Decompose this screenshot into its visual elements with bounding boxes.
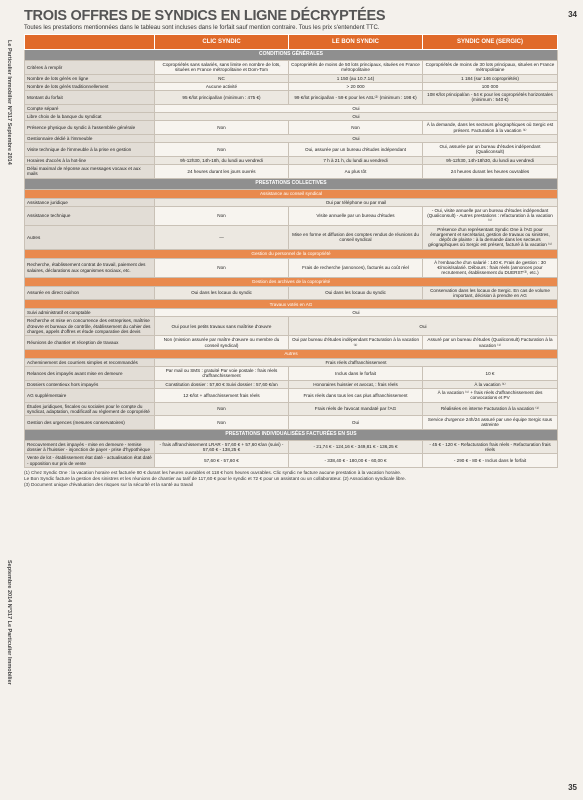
value-cell-all: Frais réels d'affranchissement — [155, 358, 558, 366]
value-cell-all: Oui par téléphone ou par mail — [155, 198, 558, 206]
value-cell: Copropriétés sans salariés, sans limite en nombre de lots, situées en France métropolitaine et Dom-Tom — [155, 61, 289, 75]
table-row — [25, 440, 558, 454]
table-row — [25, 380, 558, 388]
value-cell: Oui — [289, 416, 423, 430]
criterion-cell: Études juridiques, fiscales ou sociales pour le compte du syndicat, adaptation, modificatif au règlement de copropriété — [25, 402, 155, 416]
criterion-cell: Recouvrement des impayés - mise en demeure - remise dossier à l'huissier - injonction de payer - prise d'hypothèque — [25, 440, 155, 454]
value-cell: Non — [155, 416, 289, 430]
table-row — [25, 416, 558, 430]
value-cell: - Oui, visite annuelle par un bureau d'études indépendant (Qualiconsult) - Autres prestations : refacturation à la vacation ⁽¹⁾ — [423, 206, 558, 225]
subsection-header-row — [25, 249, 558, 258]
value-cell: Oui dans les locaux du syndic — [289, 286, 423, 300]
table-row — [25, 61, 558, 75]
value-cell: Frais de recherche (annonces), facturés au coût réel — [289, 258, 423, 277]
table-row — [25, 336, 558, 350]
value-cell: Inclus dans le forfait — [289, 367, 423, 381]
value-cell: 10 € — [423, 367, 558, 381]
value-cell: Non (mission assurée par maître d'œuvre ou membre du conseil syndical) — [155, 336, 289, 350]
footnote: Le Bon Syndic facture la gestion des sinistres et les réunions de chantier au tarif de 117,60 € pour le syndic et 72 € pour un assistant ou un collaborateur. (2) Association syndicale libre. — [24, 475, 406, 481]
criterion-cell: Assistance juridique — [25, 198, 155, 206]
table-row — [25, 74, 558, 82]
subsection-header: Gestion du personnel de la copropriété — [25, 249, 558, 258]
value-cell: Copropriétés de moins de 50 lots principaux, situées en France métropolitaine — [289, 61, 423, 75]
value-cell: Frais réels de l'avocat mandaté par l'AG — [289, 402, 423, 416]
page-number-bottom: 35 — [568, 783, 577, 792]
criterion-cell: Nombre de lots gérés en ligne — [25, 74, 155, 82]
value-cell: Non — [155, 206, 289, 225]
value-cell: 1 184 (sur 146 copropriétés) — [423, 74, 558, 82]
criterion-cell: Gestion des urgences (mesures conservatoires) — [25, 416, 155, 430]
value-cell-all: Oui — [155, 112, 558, 120]
section-header-row — [25, 178, 558, 189]
value-cell-all: Oui — [155, 104, 558, 112]
value-cell: Frais réels dans tous les cas plus affranchissement — [289, 388, 423, 402]
table-row — [25, 309, 558, 317]
comparison-table — [24, 34, 558, 468]
criterion-cell: Montant du forfait — [25, 91, 155, 105]
value-cell: Copropriétés de moins de 30 lots principaux, situées en France métropolitaine — [423, 61, 558, 75]
value-cell: - 290 € - 80 € - Inclus dans le forfait — [423, 454, 558, 468]
value-cell: Aucune activité — [155, 82, 289, 90]
header-col-clic-syndic: CLIC SYNDIC — [155, 35, 289, 50]
header-col-le-bon-syndic: LE BON SYNDIC — [289, 35, 423, 50]
footnote: (3) Document unique d'évaluation des risques sur la sécurité et la santé au travail — [24, 482, 193, 487]
value-cell: 9h-12h30, 14h-18h30, du lundi au vendredi — [423, 156, 558, 164]
value-cell: Visite annuelle par un bureau d'études — [289, 206, 423, 225]
value-cell: - frais affranchissement LRAR - 57,60 € + 57,60 €/an (suivi) - 57,60 € - 138,25 € — [155, 440, 289, 454]
value-cell: - 338,40 € - 180,00 € - 60,00 € — [289, 454, 423, 468]
criterion-cell: Délai maximal de réponse aux messages vocaux et aux mails — [25, 164, 155, 178]
value-cell: Service d'urgence 24h/24 assuré par une équipe Sergic sous astreinte — [423, 416, 558, 430]
criterion-cell: Recherche et mise en concurrence des entreprises, maîtrise d'œuvre et bureaux de contrôle, établissement du cahier des charges, appels d'offres et étude comparative des devis — [25, 317, 155, 336]
page-number-top: 34 — [568, 10, 577, 19]
criterion-cell: Assistance technique — [25, 206, 155, 225]
article — [24, 8, 557, 488]
value-cell: Non — [155, 143, 289, 157]
criterion-cell: Vente de lot - établissement état daté - actualisation état daté - opposition sur prix de vente — [25, 454, 155, 468]
value-cell: > 20 000 — [289, 82, 423, 90]
table-row — [25, 104, 558, 112]
subsection-header: Autres — [25, 349, 558, 358]
header-criteria-cell — [25, 35, 155, 50]
subsection-header: Assistance au conseil syndical — [25, 189, 558, 198]
value-cell: Oui — [289, 317, 558, 336]
table-row — [25, 454, 558, 468]
value-cell: À la demande, dans les secteurs géographiques où Sergic est présent. Facturation à la vacation ⁽¹⁾ — [423, 121, 558, 135]
table-row — [25, 258, 558, 277]
subsection-header-row — [25, 277, 558, 286]
table-row — [25, 91, 558, 105]
section-header: PRESTATIONS INDIVIDUALISÉES FACTURÉES EN SUS — [25, 429, 558, 440]
value-cell: 9h-12h30, 14h-18h, du lundi au vendredi — [155, 156, 289, 164]
criterion-cell: Libre choix de la banque du syndicat — [25, 112, 155, 120]
table-row — [25, 121, 558, 135]
table-row — [25, 286, 558, 300]
subsection-header: Gestion des archives de la copropriété — [25, 277, 558, 286]
value-cell: À la vacation ⁽¹⁾ + frais réels d'affranchissement des convocations et PV — [423, 388, 558, 402]
value-cell: 108 €/lot principal/an - 54 € pour les copropriétés horizontales (minimum : 540 €) — [423, 91, 558, 105]
value-cell: 24 heures durant les jours ouvrés — [155, 164, 289, 178]
criterion-cell: Gestionnaire dédié à l'immeuble — [25, 134, 155, 142]
side-running-text-bottom: Septembre 2014 N°317 Le Particulier Immobilier — [6, 560, 12, 685]
article-title: TROIS OFFRES DE SYNDICS EN LIGNE DÉCRYPTÉES — [24, 8, 386, 24]
value-cell: Au plus tôt — [289, 164, 423, 178]
criterion-cell: Autres — [25, 225, 155, 249]
value-cell: 7 h à 21 h, du lundi au vendredi — [289, 156, 423, 164]
table-row — [25, 206, 558, 225]
table-row — [25, 198, 558, 206]
value-cell: Présence d'un représentant Syndic One à l'AG pour émargement et secrétariat, gestion de travaux ou sinistres, dépôt de plainte : à la demande dans les secteurs géographiques où Sergic est présent, facturé à la vacation ⁽¹⁾ — [423, 225, 558, 249]
section-header-row — [25, 429, 558, 440]
criterion-cell: Assurée en direct oui/non — [25, 286, 155, 300]
subsection-header-row — [25, 349, 558, 358]
value-cell: NC — [155, 74, 289, 82]
table-row — [25, 388, 558, 402]
table-row — [25, 367, 558, 381]
value-cell: À l'embauche d'un salarié : 140 €. Frais de gestion : 30 €/mois/salarié. Débours : frais réels (annonces pour recrutement, établissement du DUERST⁽³⁾, etc.) — [423, 258, 558, 277]
value-cell: Oui pour les petits travaux sans maîtrise d'œuvre — [155, 317, 289, 336]
table-row — [25, 358, 558, 366]
criterion-cell: Horaires d'accès à la hot-line — [25, 156, 155, 164]
value-cell: - 45 € - 120 € - Refacturation frais réels - Refacturation frais réels — [423, 440, 558, 454]
value-cell: Constitution dossier : 57,60 € Suivi dossier : 57,60 €/an — [155, 380, 289, 388]
table-row — [25, 402, 558, 416]
table-header-row — [25, 35, 558, 50]
value-cell: Non — [155, 258, 289, 277]
value-cell-all: Oui — [155, 134, 558, 142]
value-cell: Non — [289, 121, 423, 135]
value-cell: 99 €/lot principal/an - 59 € pour les ASL⁽²⁾ (minimum : 198 €) — [289, 91, 423, 105]
table-body — [25, 50, 558, 468]
value-cell: Oui, assurée par un bureau d'études indépendant — [289, 143, 423, 157]
value-cell: Assuré par un bureau d'études (Qualiconsult) Facturation à la vacation ⁽¹⁾ — [423, 336, 558, 350]
table-row — [25, 164, 558, 178]
value-cell: Par mail ou SMS : gratuité Par voie postale : frais réels d'affranchissement — [155, 367, 289, 381]
criterion-cell: Compte séparé — [25, 104, 155, 112]
value-cell: 57,60 € - 57,60 € — [155, 454, 289, 468]
criterion-cell: Visite technique de l'immeuble à la prise en gestion — [25, 143, 155, 157]
table-row — [25, 82, 558, 90]
value-cell: Mise en forme et diffusion des comptes rendus de réunions du conseil syndical — [289, 225, 423, 249]
value-cell: 24 heures durant les heures ouvrables — [423, 164, 558, 178]
table-row — [25, 317, 558, 336]
criterion-cell: Présence physique du syndic à l'assemblée générale — [25, 121, 155, 135]
value-cell: - 21,74 € - 124,16 € - 349,81 € - 136,25 € — [289, 440, 423, 454]
value-cell: Honoraires huissier et avocat, : frais réels — [289, 380, 423, 388]
table-row — [25, 225, 558, 249]
value-cell: Non — [155, 121, 289, 135]
value-cell: 95 €/lot principal/an (minimum : 475 €) — [155, 91, 289, 105]
section-header: CONDITIONS GÉNÉRALES — [25, 50, 558, 61]
value-cell: 1 150 (au 10.7.14) — [289, 74, 423, 82]
footnote: (1) Chez Syndic One : la vacation horaire est facturée 80 € durant les heures ouvrables et 118 € hors heures ouvrables. Clic syndic ne facture aucune prestation à la vacation horaire. — [24, 469, 402, 475]
subsection-header: Travaux votés en AG — [25, 300, 558, 309]
value-cell-all: Oui — [155, 309, 558, 317]
value-cell: Oui dans les locaux du syndic — [155, 286, 289, 300]
value-cell: Non — [155, 402, 289, 416]
criterion-cell: Critères à remplir — [25, 61, 155, 75]
side-running-text-top: Le Particulier Immobilier N°317 Septembre 2014 — [6, 40, 12, 165]
footnotes — [24, 470, 557, 488]
table-row — [25, 134, 558, 142]
value-cell: — — [155, 225, 289, 249]
table-row — [25, 143, 558, 157]
criterion-cell: Recherche, établissement contrat de travail, paiement des salaires, déclarations aux organismes sociaux, etc. — [25, 258, 155, 277]
value-cell: Oui par bureau d'études indépendant Facturation à la vacation ⁽¹⁾ — [289, 336, 423, 350]
table-row — [25, 156, 558, 164]
criterion-cell: Relances des impayés avant mise en demeure — [25, 367, 155, 381]
section-header-row — [25, 50, 558, 61]
subsection-header-row — [25, 300, 558, 309]
criterion-cell: Suivi administratif et comptable — [25, 309, 155, 317]
criterion-cell: Réunions de chantier et réception de travaux — [25, 336, 155, 350]
section-header: PRESTATIONS COLLECTIVES — [25, 178, 558, 189]
value-cell: Oui, assurée par un bureau d'études indépendant (Qualiconsult) — [423, 143, 558, 157]
criterion-cell: Acheminement des courriers simples et recommandés — [25, 358, 155, 366]
table-row — [25, 112, 558, 120]
value-cell: Réalisées en interne Facturation à la vacation ⁽¹⁾ — [423, 402, 558, 416]
value-cell: À la vacation ⁽¹⁾ — [423, 380, 558, 388]
criterion-cell: Nombre de lots gérés traditionnellement — [25, 82, 155, 90]
header-col-syndic-one: SYNDIC ONE (SERGIC) — [423, 35, 558, 50]
criterion-cell: Dossiers contentieux hors impayés — [25, 380, 155, 388]
subsection-header-row — [25, 189, 558, 198]
value-cell: 12 €/lot + affranchissement frais réels — [155, 388, 289, 402]
criterion-cell: AG supplémentaire — [25, 388, 155, 402]
article-subtitle: Toutes les prestations mentionnées dans le tableau sont incluses dans le forfait sauf mention contraire. Tous les prix s'entendent TTC. — [24, 25, 380, 31]
value-cell: Conservation dans les locaux de Sergic. En cas de volume important, décision à prendre en AG — [423, 286, 558, 300]
value-cell: 100 000 — [423, 82, 558, 90]
